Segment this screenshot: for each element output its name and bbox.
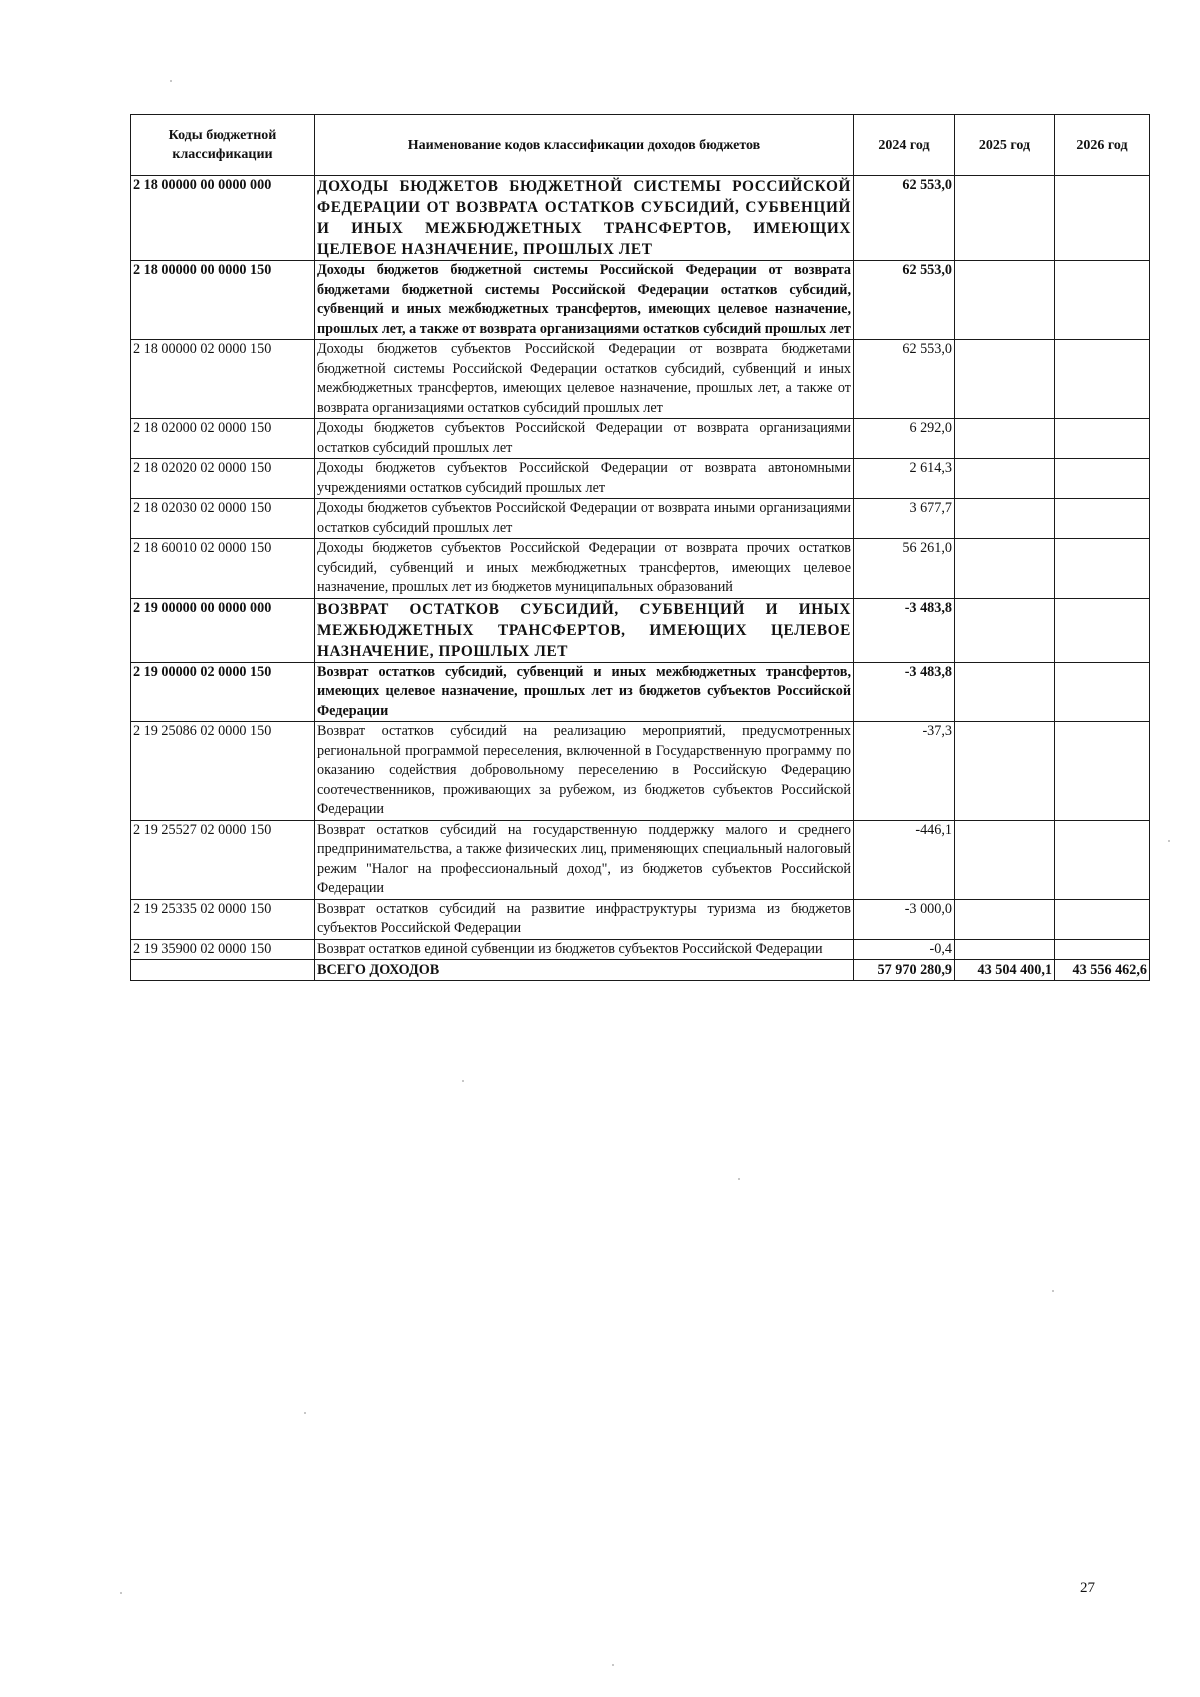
scan-speck — [170, 80, 172, 82]
header-2024: 2024 год — [854, 115, 955, 176]
row-name: Возврат остатков субсидий на государственную поддержку малого и среднего предпринимательства, а также физических лиц, применяющих специальный налоговый режим "Налог на профессиональный доход", из бюджетов субъектов Российской Федерации — [315, 820, 854, 899]
row-code: 2 19 25335 02 0000 150 — [131, 899, 315, 939]
total-row — [131, 960, 1150, 981]
budget-revenue-table — [130, 114, 1150, 981]
row-code: 2 18 00000 02 0000 150 — [131, 340, 315, 419]
row-name: Доходы бюджетов субъектов Российской Федерации от возврата иными организациями остатков субсидий прошлых лет — [315, 499, 854, 539]
row-2024: -3 483,8 — [854, 598, 955, 662]
row-2025 — [955, 261, 1055, 340]
table-row — [131, 261, 1150, 340]
scan-speck — [304, 1412, 306, 1414]
row-code: 2 19 00000 02 0000 150 — [131, 662, 315, 722]
row-2024: 62 553,0 — [854, 261, 955, 340]
row-code: 2 19 25086 02 0000 150 — [131, 722, 315, 821]
row-name: Возврат остатков единой субвенции из бюджетов субъектов Российской Федерации — [315, 939, 854, 960]
row-name: Возврат остатков субсидий на реализацию мероприятий, предусмотренных региональной программой переселения, включенной в Государственную программу по оказанию содействия добровольному переселению в Российскую Федерацию соотечественников, проживающих за рубежом, из бюджетов субъектов Российской Федерации — [315, 722, 854, 821]
row-name: Доходы бюджетов субъектов Российской Федерации от возврата организациями остатков субсидий прошлых лет — [315, 419, 854, 459]
row-name: Доходы бюджетов субъектов Российской Федерации от возврата бюджетами бюджетной системы Российской Федерации остатков субсидий, субвенций и иных межбюджетных трансфертов, имеющих целевое назначение, прошлых лет, а также от возврата организациями остатков субсидий прошлых лет — [315, 340, 854, 419]
row-2026 — [1055, 499, 1150, 539]
row-2026 — [1055, 820, 1150, 899]
scan-speck — [738, 1178, 740, 1180]
total-2025: 43 504 400,1 — [955, 960, 1055, 981]
total-label: ВСЕГО ДОХОДОВ — [315, 960, 854, 981]
row-2024: 62 553,0 — [854, 340, 955, 419]
row-2024: -3 483,8 — [854, 662, 955, 722]
total-code — [131, 960, 315, 981]
header-name: Наименование кодов классификации доходов бюджетов — [315, 115, 854, 176]
row-name: Возврат остатков субсидий, субвенций и иных межбюджетных трансфертов, имеющих целевое назначение, прошлых лет из бюджетов субъектов Российской Федерации — [315, 662, 854, 722]
scan-speck — [120, 1592, 122, 1594]
table-row — [131, 419, 1150, 459]
row-name: ВОЗВРАТ ОСТАТКОВ СУБСИДИЙ, СУБВЕНЦИЙ И ИНЫХ МЕЖБЮДЖЕТНЫХ ТРАНСФЕРТОВ, ИМЕЮЩИХ ЦЕЛЕВОЕ НАЗНАЧЕНИЕ, ПРОШЛЫХ ЛЕТ — [315, 598, 854, 662]
row-name: Возврат остатков субсидий на развитие инфраструктуры туризма из бюджетов субъектов Российской Федерации — [315, 899, 854, 939]
row-2025 — [955, 722, 1055, 821]
row-2024: -446,1 — [854, 820, 955, 899]
table-row — [131, 939, 1150, 960]
row-2026 — [1055, 939, 1150, 960]
row-2026 — [1055, 340, 1150, 419]
row-2024: 62 553,0 — [854, 176, 955, 261]
row-code: 2 19 35900 02 0000 150 — [131, 939, 315, 960]
row-2024: 2 614,3 — [854, 459, 955, 499]
table-row — [131, 722, 1150, 821]
row-2024: 6 292,0 — [854, 419, 955, 459]
row-2026 — [1055, 261, 1150, 340]
table-row — [131, 499, 1150, 539]
row-2025 — [955, 176, 1055, 261]
row-2025 — [955, 899, 1055, 939]
row-2026 — [1055, 539, 1150, 599]
table-row — [131, 662, 1150, 722]
total-2024: 57 970 280,9 — [854, 960, 955, 981]
row-2024: -37,3 — [854, 722, 955, 821]
row-code: 2 19 25527 02 0000 150 — [131, 820, 315, 899]
row-2025 — [955, 539, 1055, 599]
row-name: ДОХОДЫ БЮДЖЕТОВ БЮДЖЕТНОЙ СИСТЕМЫ РОССИЙСКОЙ ФЕДЕРАЦИИ ОТ ВОЗВРАТА ОСТАТКОВ СУБСИДИЙ, СУБВЕНЦИЙ И ИНЫХ МЕЖБЮДЖЕТНЫХ ТРАНСФЕРТОВ, ИМЕЮЩИХ ЦЕЛЕВОЕ НАЗНАЧЕНИЕ, ПРОШЛЫХ ЛЕТ — [315, 176, 854, 261]
table-row — [131, 539, 1150, 599]
row-2025 — [955, 340, 1055, 419]
row-2026 — [1055, 899, 1150, 939]
row-code: 2 18 02020 02 0000 150 — [131, 459, 315, 499]
row-2025 — [955, 499, 1055, 539]
scan-speck — [462, 1080, 464, 1082]
row-2026 — [1055, 459, 1150, 499]
row-2025 — [955, 820, 1055, 899]
row-2025 — [955, 419, 1055, 459]
row-2025 — [955, 459, 1055, 499]
header-2025: 2025 год — [955, 115, 1055, 176]
scan-speck — [612, 1664, 614, 1666]
total-2026: 43 556 462,6 — [1055, 960, 1150, 981]
row-2024: -0,4 — [854, 939, 955, 960]
row-2024: 56 261,0 — [854, 539, 955, 599]
table-row — [131, 598, 1150, 662]
row-2024: -3 000,0 — [854, 899, 955, 939]
row-code: 2 18 00000 00 0000 000 — [131, 176, 315, 261]
row-name: Доходы бюджетов субъектов Российской Федерации от возврата прочих остатков субсидий, субвенций и иных межбюджетных трансфертов, имеющих целевое назначение, прошлых лет из бюджетов муниципальных образований — [315, 539, 854, 599]
row-code: 2 19 00000 00 0000 000 — [131, 598, 315, 662]
page-number: 27 — [1080, 1580, 1095, 1596]
table-row — [131, 459, 1150, 499]
row-code: 2 18 60010 02 0000 150 — [131, 539, 315, 599]
table-header-row — [131, 115, 1150, 176]
revenue-table-sheet — [130, 114, 1149, 981]
row-2026 — [1055, 419, 1150, 459]
row-2026 — [1055, 662, 1150, 722]
row-2024: 3 677,7 — [854, 499, 955, 539]
row-2025 — [955, 939, 1055, 960]
table-row — [131, 176, 1150, 261]
header-code: Коды бюджетной классификации — [131, 115, 315, 176]
row-code: 2 18 02030 02 0000 150 — [131, 499, 315, 539]
table-row — [131, 340, 1150, 419]
table-row — [131, 899, 1150, 939]
row-2025 — [955, 598, 1055, 662]
row-2026 — [1055, 722, 1150, 821]
row-2025 — [955, 662, 1055, 722]
table-row — [131, 820, 1150, 899]
header-2026: 2026 год — [1055, 115, 1150, 176]
row-2026 — [1055, 598, 1150, 662]
row-code: 2 18 02000 02 0000 150 — [131, 419, 315, 459]
row-name: Доходы бюджетов субъектов Российской Федерации от возврата автономными учреждениями остатков субсидий прошлых лет — [315, 459, 854, 499]
scan-speck — [1052, 1290, 1054, 1292]
scan-speck — [1168, 840, 1170, 842]
row-name: Доходы бюджетов бюджетной системы Российской Федерации от возврата бюджетами бюджетной системы Российской Федерации остатков субсидий, субвенций и иных межбюджетных трансфертов, имеющих целевое назначение, прошлых лет, а также от возврата организациями остатков субсидий прошлых лет — [315, 261, 854, 340]
row-code: 2 18 00000 00 0000 150 — [131, 261, 315, 340]
row-2026 — [1055, 176, 1150, 261]
